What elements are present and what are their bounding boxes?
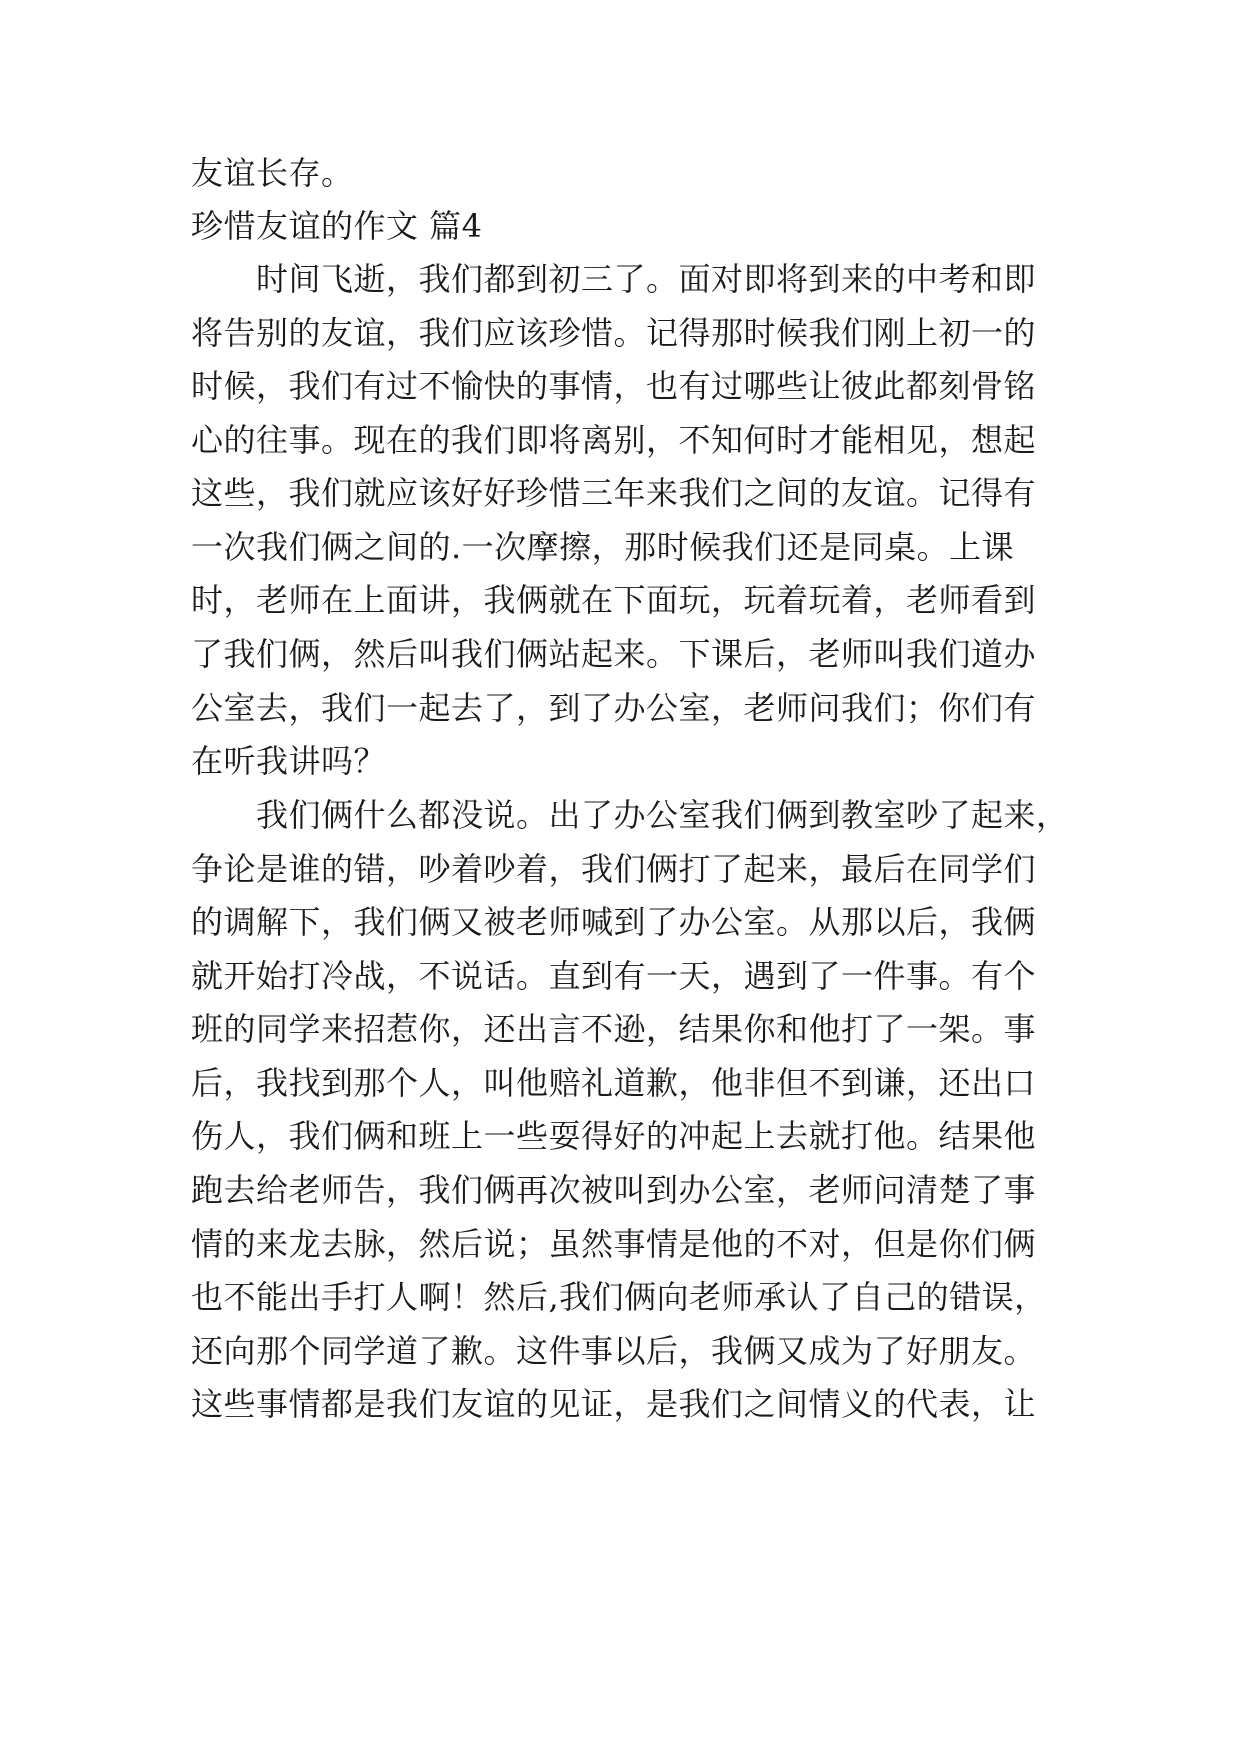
text-line-1: 友谊长存。 bbox=[191, 154, 354, 192]
paragraph-2-line-10: 也不能出手打人啊！然后,我们俩向老师承认了自己的错误， bbox=[191, 1278, 1047, 1316]
paragraph-1-line-6: 一次我们俩之间的.一次摩擦，那时候我们还是同桌。上课 bbox=[191, 528, 1015, 566]
paragraph-2-line-8: 跑去给老师告，我们俩再次被叫到办公室，老师问清楚了事 bbox=[191, 1171, 1037, 1209]
paragraph-2-line-2: 争论是谁的错，吵着吵着，我们俩打了起来，最后在同学们 bbox=[191, 850, 1037, 888]
paragraph-2-line-9: 情的来龙去脉，然后说；虽然事情是他的不对，但是你们俩 bbox=[191, 1225, 1037, 1263]
paragraph-1-line-4: 心的往事。现在的我们即将离别，不知何时才能相见，想起 bbox=[191, 421, 1037, 459]
paragraph-1-line-7: 时，老师在上面讲，我俩就在下面玩，玩着玩着，老师看到 bbox=[191, 581, 1037, 619]
paragraph-1-line-1: 时间飞逝，我们都到初三了。面对即将到来的中考和即 bbox=[256, 260, 1037, 298]
paragraph-2-line-1: 我们俩什么都没说。出了办公室我们俩到教室吵了起来， bbox=[256, 796, 1069, 834]
section-heading: 珍惜友谊的作文 篇4 bbox=[191, 207, 483, 245]
paragraph-1-line-2: 将告别的友谊，我们应该珍惜。记得那时候我们刚上初一的 bbox=[191, 314, 1037, 352]
paragraph-2-line-11: 还向那个同学道了歉。这件事以后，我俩又成为了好朋友。 bbox=[191, 1332, 1037, 1370]
paragraph-2-line-6: 后，我找到那个人，叫他赔礼道歉，他非但不到谦，还出口 bbox=[191, 1064, 1037, 1102]
paragraph-2-line-5: 班的同学来招惹你，还出言不逊，结果你和他打了一架。事 bbox=[191, 1010, 1037, 1048]
paragraph-1-line-10: 在听我讲吗？ bbox=[191, 742, 387, 780]
paragraph-2-line-4: 就开始打冷战，不说话。直到有一天，遇到了一件事。有个 bbox=[191, 957, 1037, 995]
paragraph-2-line-3: 的调解下，我们俩又被老师喊到了办公室。从那以后，我俩 bbox=[191, 903, 1037, 941]
paragraph-1-line-8: 了我们俩，然后叫我们俩站起来。下课后，老师叫我们道办 bbox=[191, 635, 1037, 673]
paragraph-2-line-7: 伤人，我们俩和班上一些耍得好的冲起上去就打他。结果他 bbox=[191, 1117, 1037, 1155]
paragraph-1-line-3: 时候，我们有过不愉快的事情，也有过哪些让彼此都刻骨铭 bbox=[191, 367, 1037, 405]
paragraph-1-line-5: 这些，我们就应该好好珍惜三年来我们之间的友谊。记得有 bbox=[191, 474, 1037, 512]
paragraph-1-line-9: 公室去，我们一起去了，到了办公室，老师问我们；你们有 bbox=[191, 689, 1037, 727]
paragraph-2-line-12: 这些事情都是我们友谊的见证，是我们之间情义的代表，让 bbox=[191, 1385, 1037, 1423]
